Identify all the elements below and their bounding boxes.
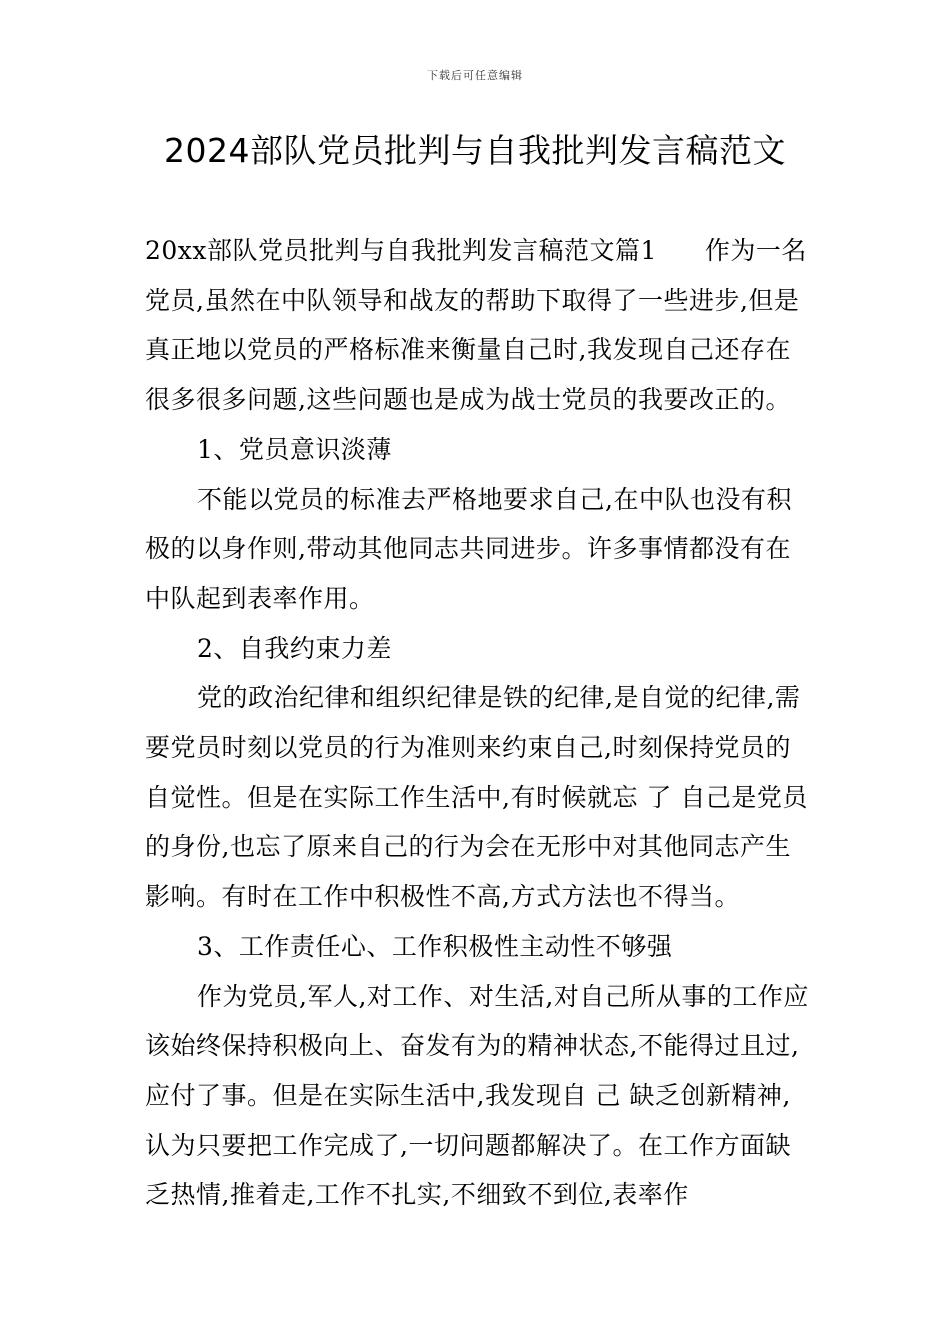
paragraph-text: 作为一名党员,虽然在中队领导和战友的帮助下取得了一些进步,但是真正地以党员的严格标准来衡量自己时,我发现自己还存在很多很多问题,这些问题也是成为战士党员的我要改正的。 (145, 236, 807, 415)
intro-heading: 20xx部队党员批判与自我批判发言稿范文篇1 (145, 236, 657, 265)
paragraph: 不能以党员的标准去严格地要求自己,在中队也没有积极的以身作则,带动其他同志共同进步。许多事情都没有在中队起到表率作用。 (145, 484, 792, 613)
section-heading: 3、工作责任心、工作积极性主动性不够强 (197, 931, 673, 961)
section-heading: 2、自我约束力差 (197, 633, 392, 663)
section-heading: 1、党员意识淡薄 (197, 434, 392, 464)
document-body (145, 226, 810, 1220)
header-note: 下载后可任意编辑 (427, 69, 523, 82)
document-title: 2024部队党员批判与自我批判发言稿范文 (164, 131, 786, 170)
paragraph: 党的政治纪律和组织纪律是铁的纪律,是自觉的纪律,需要党员时刻以党员的行为准则来约束自己,时刻保持党员的自觉性。但是在实际工作生活中,有时候就忘 了 自己是党员的身份,也忘了原来自己的行为会在无形中对其他同志产生影响。有时在工作中积极性不高,方式方法也不得当。 (145, 683, 808, 912)
paragraph: 作为党员,军人,对工作、对生活,对自己所从事的工作应该始终保持积极向上、奋发有为的精神状态,不能得过且过,应付了事。但是在实际生活中,我发现自 己 缺乏创新精神,认为只要把工作完成了,一切问题都解决了。在工作方面缺乏热情,推着走,工作不扎实,不细致不到位,表率作 (145, 981, 809, 1210)
paragraph-intro (145, 226, 810, 425)
